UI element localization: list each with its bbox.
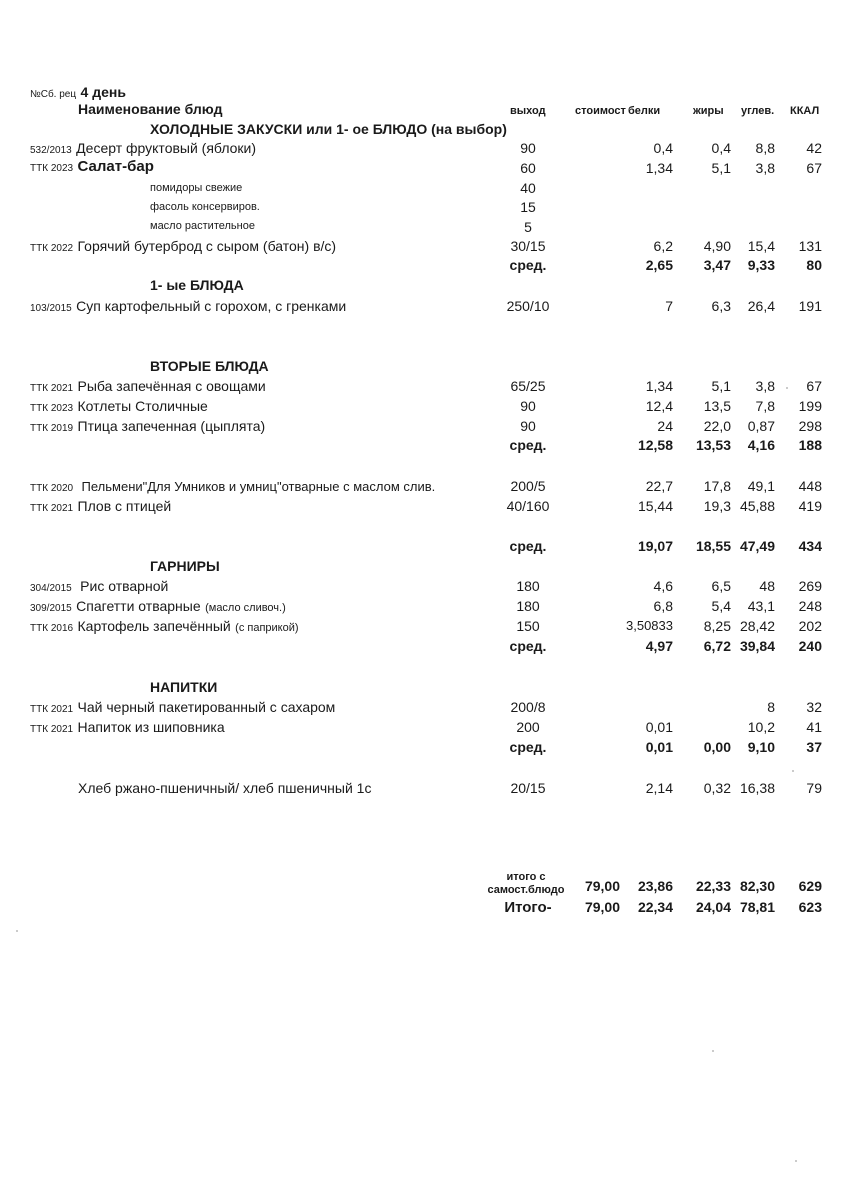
dish-name: Салат-бар	[77, 158, 154, 175]
recipe-code: ТТК 2020	[30, 483, 74, 494]
output-value: 15	[520, 199, 536, 215]
col-output-header: выход	[510, 105, 546, 117]
total-carbs: 82,30	[739, 878, 775, 894]
ingredient-name: помидоры свежие	[150, 182, 243, 194]
col-cost-header: стоимост	[575, 105, 626, 117]
scan-speck	[792, 770, 794, 772]
dish-note: (масло сливоч.)	[205, 602, 286, 614]
section-title-cold: ХОЛОДНЫЕ ЗАКУСКИ или 1- ое БЛЮДО (на выбор)	[150, 121, 507, 137]
kcal-value: 202	[798, 618, 822, 634]
scan-speck	[16, 930, 18, 932]
kcal-value: 67	[806, 160, 822, 176]
output-value: 90	[520, 140, 536, 156]
day-header	[30, 84, 126, 102]
fat-value: 5,4	[711, 598, 731, 614]
total-protein: 23,86	[637, 878, 673, 894]
output-value: 180	[516, 578, 540, 594]
fat-average: 0,00	[703, 739, 731, 755]
recipe-code: ТТК 2019	[30, 423, 74, 434]
output-value: 20/15	[510, 780, 546, 796]
recipe-code: 532/2013	[30, 145, 72, 156]
protein-average: 0,01	[645, 739, 673, 755]
protein-value: 1,34	[645, 160, 673, 176]
protein-value: 2,14	[645, 780, 673, 796]
kcal-value: 67	[806, 378, 822, 394]
kcal-average: 188	[798, 437, 822, 453]
average-label: сред.	[509, 257, 547, 273]
carbs-value: 15,4	[747, 238, 775, 254]
output-value: 40	[520, 180, 536, 196]
table-row	[30, 298, 346, 316]
dish-name: Горячий бутерброд с сыром (батон) в/с)	[77, 238, 337, 254]
fat-value: 22,0	[703, 418, 731, 434]
scan-speck	[712, 1050, 714, 1052]
grand-total-cost: 79,00	[584, 899, 620, 915]
carbs-average: 39,84	[739, 638, 775, 654]
output-value: 200/5	[510, 478, 546, 494]
section-title-second: ВТОРЫЕ БЛЮДА	[150, 358, 269, 374]
recipe-code: ТТК 2021	[30, 503, 74, 514]
table-row	[30, 719, 225, 737]
grand-total-carbs: 78,81	[739, 899, 775, 915]
table-row	[30, 398, 208, 416]
kcal-value: 42	[806, 140, 822, 156]
table-row	[30, 378, 266, 396]
ingredient-name: масло растительное	[150, 220, 255, 232]
dish-name-header: Наименование блюд	[78, 101, 223, 117]
table-row	[30, 598, 286, 616]
kcal-average: 80	[806, 257, 822, 273]
carbs-value: 8,8	[755, 140, 775, 156]
total-label-line2: самост.блюдо	[487, 884, 565, 896]
kcal-value: 131	[798, 238, 822, 254]
protein-average: 19,07	[637, 538, 673, 554]
fat-average: 6,72	[703, 638, 731, 654]
table-row	[30, 418, 265, 436]
kcal-value: 248	[798, 598, 822, 614]
table-row	[30, 578, 168, 596]
fat-value: 19,3	[703, 498, 731, 514]
kcal-value: 191	[798, 298, 822, 314]
average-label: сред.	[509, 437, 547, 453]
recipe-code: 304/2015	[30, 583, 72, 594]
protein-value: 22,7	[645, 478, 673, 494]
section-title-first: 1- ые БЛЮДА	[150, 277, 244, 293]
output-value: 250/10	[506, 298, 550, 314]
protein-value: 7	[665, 298, 673, 314]
carbs-value: 16,38	[739, 780, 775, 796]
carbs-value: 3,8	[755, 378, 775, 394]
table-row	[30, 238, 336, 256]
kcal-value: 298	[798, 418, 822, 434]
average-label: сред.	[509, 638, 547, 654]
dish-name: Спагетти отварные	[76, 598, 201, 614]
day-label: 4 день	[80, 84, 126, 100]
table-row	[30, 498, 171, 516]
fat-average: 3,47	[703, 257, 731, 273]
carbs-value: 28,42	[739, 618, 775, 634]
dish-name: Котлеты Столичные	[77, 398, 208, 414]
kcal-value: 199	[798, 398, 822, 414]
fat-value: 0,32	[703, 780, 731, 796]
protein-average: 2,65	[645, 257, 673, 273]
col-protein-header: белки	[628, 105, 661, 117]
bread-name: Хлеб ржано-пшеничный/ хлеб пшеничный 1с	[78, 780, 372, 796]
grand-total-kcal: 623	[798, 899, 822, 915]
fat-value: 5,1	[711, 160, 731, 176]
protein-value: 12,4	[645, 398, 673, 414]
recipe-code: ТТК 2022	[30, 243, 74, 254]
table-row	[30, 158, 154, 176]
table-row	[30, 618, 299, 636]
section-title-drinks: НАПИТКИ	[150, 679, 218, 695]
dish-name: Картофель запечённый	[77, 618, 231, 634]
grand-total-fat: 24,04	[695, 899, 731, 915]
total-cost: 79,00	[584, 878, 620, 894]
dish-name: Напиток из шиповника	[77, 719, 225, 735]
protein-value: 3,50833	[626, 618, 673, 633]
kcal-average: 37	[806, 739, 822, 755]
carbs-average: 9,33	[747, 257, 775, 273]
protein-value: 0,4	[653, 140, 673, 156]
kcal-value: 448	[798, 478, 822, 494]
kcal-value: 79	[806, 780, 822, 796]
dish-name: Десерт фруктовый (яблоки)	[76, 140, 257, 156]
col-fat-header: жиры	[693, 105, 724, 117]
recipe-code: 103/2015	[30, 303, 72, 314]
recipe-number-label: №Сб. рец	[30, 89, 77, 100]
carbs-average: 4,16	[747, 437, 775, 453]
recipe-code: ТТК 2021	[30, 704, 74, 715]
carbs-value: 7,8	[755, 398, 775, 414]
output-value: 40/160	[506, 498, 550, 514]
total-with-cost-label	[486, 871, 566, 897]
fat-value: 6,5	[711, 578, 731, 594]
fat-average: 13,53	[695, 437, 731, 453]
protein-value: 24	[657, 418, 673, 434]
output-value: 30/15	[510, 238, 546, 254]
carbs-value: 26,4	[747, 298, 775, 314]
dish-name: Рыба запечённая с овощами	[77, 378, 266, 394]
fat-average: 18,55	[695, 538, 731, 554]
fat-value: 6,3	[711, 298, 731, 314]
dish-note: (с паприкой)	[235, 622, 299, 634]
output-value: 200/8	[510, 699, 546, 715]
protein-value: 0,01	[645, 719, 673, 735]
kcal-value: 41	[806, 719, 822, 735]
kcal-average: 434	[798, 538, 822, 554]
fat-value: 13,5	[703, 398, 731, 414]
protein-value: 6,2	[653, 238, 673, 254]
total-label-line1: итого с	[506, 871, 546, 883]
average-label: сред.	[509, 538, 547, 554]
recipe-code: 309/2015	[30, 603, 72, 614]
carbs-average: 9,10	[747, 739, 775, 755]
ingredient-name: фасоль консервиров.	[150, 201, 260, 213]
scan-speck	[786, 387, 788, 389]
col-kcal-header: ККАЛ	[790, 105, 820, 117]
dish-name: Пельмени"Для Умников и умниц"отварные с маслом слив.	[81, 479, 436, 494]
grand-total-protein: 22,34	[637, 899, 673, 915]
grand-total-label: Итого-	[504, 899, 552, 916]
protein-value: 1,34	[645, 378, 673, 394]
kcal-value: 269	[798, 578, 822, 594]
table-row	[30, 140, 256, 158]
average-label: сред.	[509, 739, 547, 755]
dish-name: Чай черный пакетированный с сахаром	[77, 699, 336, 715]
output-value: 90	[520, 418, 536, 434]
scan-speck	[795, 1160, 797, 1162]
carbs-value: 48	[759, 578, 775, 594]
output-value: 150	[516, 618, 540, 634]
carbs-value: 10,2	[747, 719, 775, 735]
output-value: 200	[516, 719, 540, 735]
output-value: 180	[516, 598, 540, 614]
table-row	[30, 478, 435, 496]
carbs-value: 49,1	[747, 478, 775, 494]
section-title-sides: ГАРНИРЫ	[150, 558, 220, 574]
kcal-value: 419	[798, 498, 822, 514]
kcal-average: 240	[798, 638, 822, 654]
recipe-code: ТТК 2023	[30, 403, 74, 414]
recipe-code: ТТК 2023	[30, 163, 74, 174]
dish-name: Птица запеченная (цыплята)	[77, 418, 266, 434]
fat-value: 4,90	[703, 238, 731, 254]
kcal-value: 32	[806, 699, 822, 715]
dish-name: Рис отварной	[80, 578, 169, 594]
dish-name: Суп картофельный с горохом, с гренками	[76, 298, 347, 314]
protein-value: 6,8	[653, 598, 673, 614]
carbs-value: 3,8	[755, 160, 775, 176]
total-fat: 22,33	[695, 878, 731, 894]
output-value: 60	[520, 160, 536, 176]
recipe-code: ТТК 2021	[30, 724, 74, 735]
protein-value: 15,44	[637, 498, 673, 514]
fat-value: 17,8	[703, 478, 731, 494]
recipe-code: ТТК 2016	[30, 623, 74, 634]
carbs-value: 0,87	[747, 418, 775, 434]
protein-value: 4,6	[653, 578, 673, 594]
carbs-value: 8	[767, 699, 775, 715]
dish-name: Плов с птицей	[77, 498, 172, 514]
carbs-value: 43,1	[747, 598, 775, 614]
carbs-average: 47,49	[739, 538, 775, 554]
total-kcal: 629	[798, 878, 822, 894]
recipe-code: ТТК 2021	[30, 383, 74, 394]
protein-average: 4,97	[645, 638, 673, 654]
protein-average: 12,58	[637, 437, 673, 453]
carbs-value: 45,88	[739, 498, 775, 514]
table-row	[30, 699, 335, 717]
col-carbs-header: углев.	[741, 105, 775, 117]
output-value: 90	[520, 398, 536, 414]
fat-value: 5,1	[711, 378, 731, 394]
output-value: 5	[524, 219, 532, 235]
fat-value: 0,4	[711, 140, 731, 156]
fat-value: 8,25	[703, 618, 731, 634]
output-value: 65/25	[510, 378, 546, 394]
